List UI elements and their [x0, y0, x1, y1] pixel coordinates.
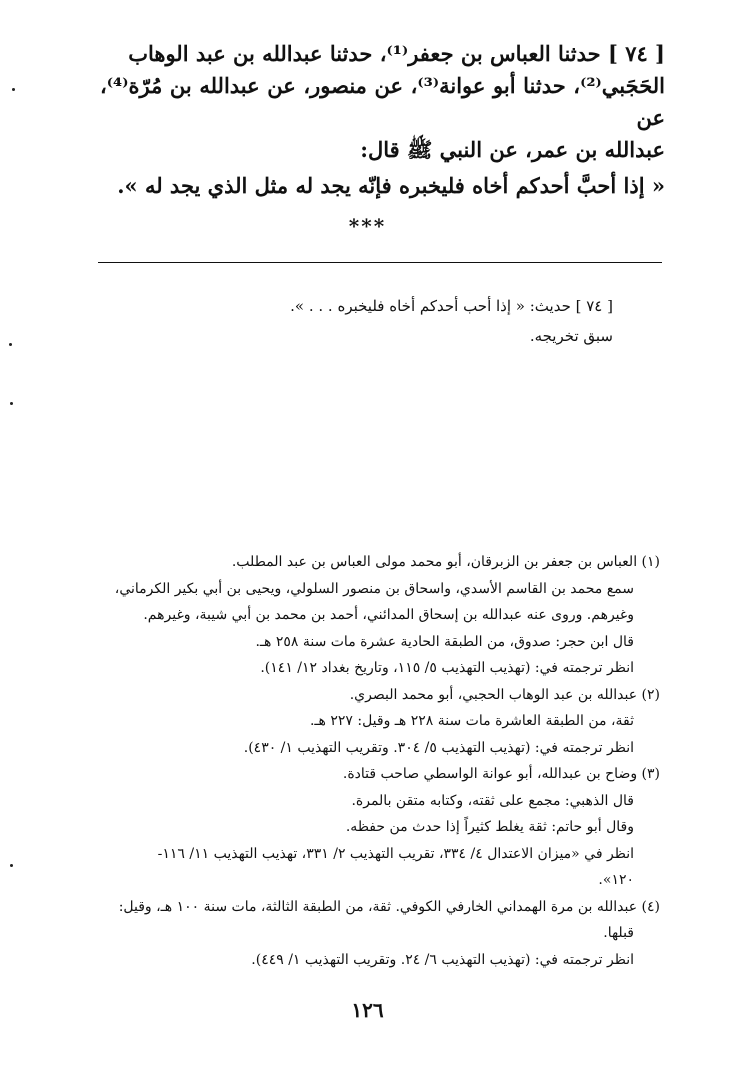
- footnote-line: انظر ترجمته في: (تهذيب التهذيب ٥/ ٣٠٤. وتقريب التهذيب ١/ ٤٣٠).: [243, 739, 634, 756]
- footnote-heading: (٢) عبدالله بن عبد الوهاب الحجبي، أبو محمد البصري.: [349, 686, 660, 703]
- isnad-line: [ ٧٤ ] حدثنا العباس بن جعفر⁽¹⁾، حدثنا عبدالله بن عبد الوهاب: [128, 41, 665, 66]
- scan-speck: [10, 864, 13, 867]
- takhrij-block: [180, 291, 613, 351]
- scan-speck: [9, 343, 12, 346]
- footnote-line: انظر في «ميزان الاعتدال ٤/ ٣٣٤، تقريب التهذيب ٢/ ٣٣١، تهذيب التهذيب ١١/ ١١٦-: [157, 845, 634, 862]
- footnote-heading: (١) العباس بن جعفر بن الزبرقان، أبو محمد مولى العباس بن عبد المطلب.: [231, 554, 660, 570]
- hadith-matn: « إذا أحبَّ أحدكم أخاه فليخبره فإنّه يجد له مثل الذي يجد له ».: [117, 173, 665, 198]
- footnote-line: ١٢٠».: [598, 872, 634, 888]
- isnad-line: الحَجَبي⁽²⁾، حدثنا أبو عوانة⁽³⁾، عن منصور، عن عبدالله بن مُرّة⁽⁴⁾، عن: [100, 73, 665, 130]
- footnotes: [92, 549, 660, 973]
- section-separator: ***: [348, 214, 387, 238]
- footnote-1: [92, 549, 660, 682]
- page-number: ١٢٦: [351, 998, 384, 1022]
- scan-speck: [10, 402, 13, 405]
- footnote-heading: (٤) عبدالله بن مرة الهمداني الخارفي الكوفي. ثقة، من الطبقة الثالثة، مات سنة ١٠٠ هـ، وقيل:: [118, 898, 660, 915]
- footnote-3: [92, 761, 660, 894]
- footnote-line: ثقة، من الطبقة العاشرة مات سنة ٢٢٨ هـ وقيل: ٢٢٧ هـ.: [309, 713, 634, 729]
- footnote-line: قال الذهبي: مجمع على ثقته، وكتابه متقن بالمرة.: [351, 792, 634, 809]
- footnote-4: [92, 894, 660, 974]
- footnote-line: قال ابن حجر: صدوق، من الطبقة الحادية عشرة مات سنة ٢٥٨ هـ.: [255, 633, 634, 650]
- hadith-block: [100, 38, 665, 202]
- isnad-line: عبدالله بن عمر، عن النبي ﷺ قال:: [360, 137, 665, 162]
- footnote-line: انظر ترجمته في: (تهذيب التهذيب ٦/ ٢٤. وتقريب التهذيب ١/ ٤٤٩).: [251, 951, 634, 968]
- footnote-heading: (٣) وضاح بن عبدالله، أبو عوانة الواسطي صاحب قتادة.: [342, 766, 660, 782]
- footnote-line: وقال أبو حاتم: ثقة يغلط كثيراً إذا حدث من حفظه.: [345, 819, 634, 835]
- scan-speck: [12, 88, 15, 91]
- takhrij-line: سبق تخريجه.: [529, 327, 613, 345]
- footnote-line: انظر ترجمته في: (تهذيب التهذيب ٥/ ١١٥، وتاريخ بغداد ١٢/ ١٤١).: [260, 660, 634, 676]
- footnote-divider: [98, 262, 662, 263]
- footnote-line: قبلها.: [603, 925, 634, 941]
- footnote-line: وغيرهم. وروى عنه عبدالله بن إسحاق المدائني، أحمد بن محمد بن أبي شيبة، وغيرهم.: [143, 607, 634, 623]
- footnote-2: [92, 682, 660, 762]
- takhrij-line: [ ٧٤ ] حديث: « إذا أحب أحدكم أخاه فليخبره . . . ».: [290, 297, 613, 315]
- footnote-line: سمع محمد بن القاسم الأسدي، واسحاق بن منصور السلولي، ويحيى بن أبي بكير الكرماني،: [114, 580, 634, 597]
